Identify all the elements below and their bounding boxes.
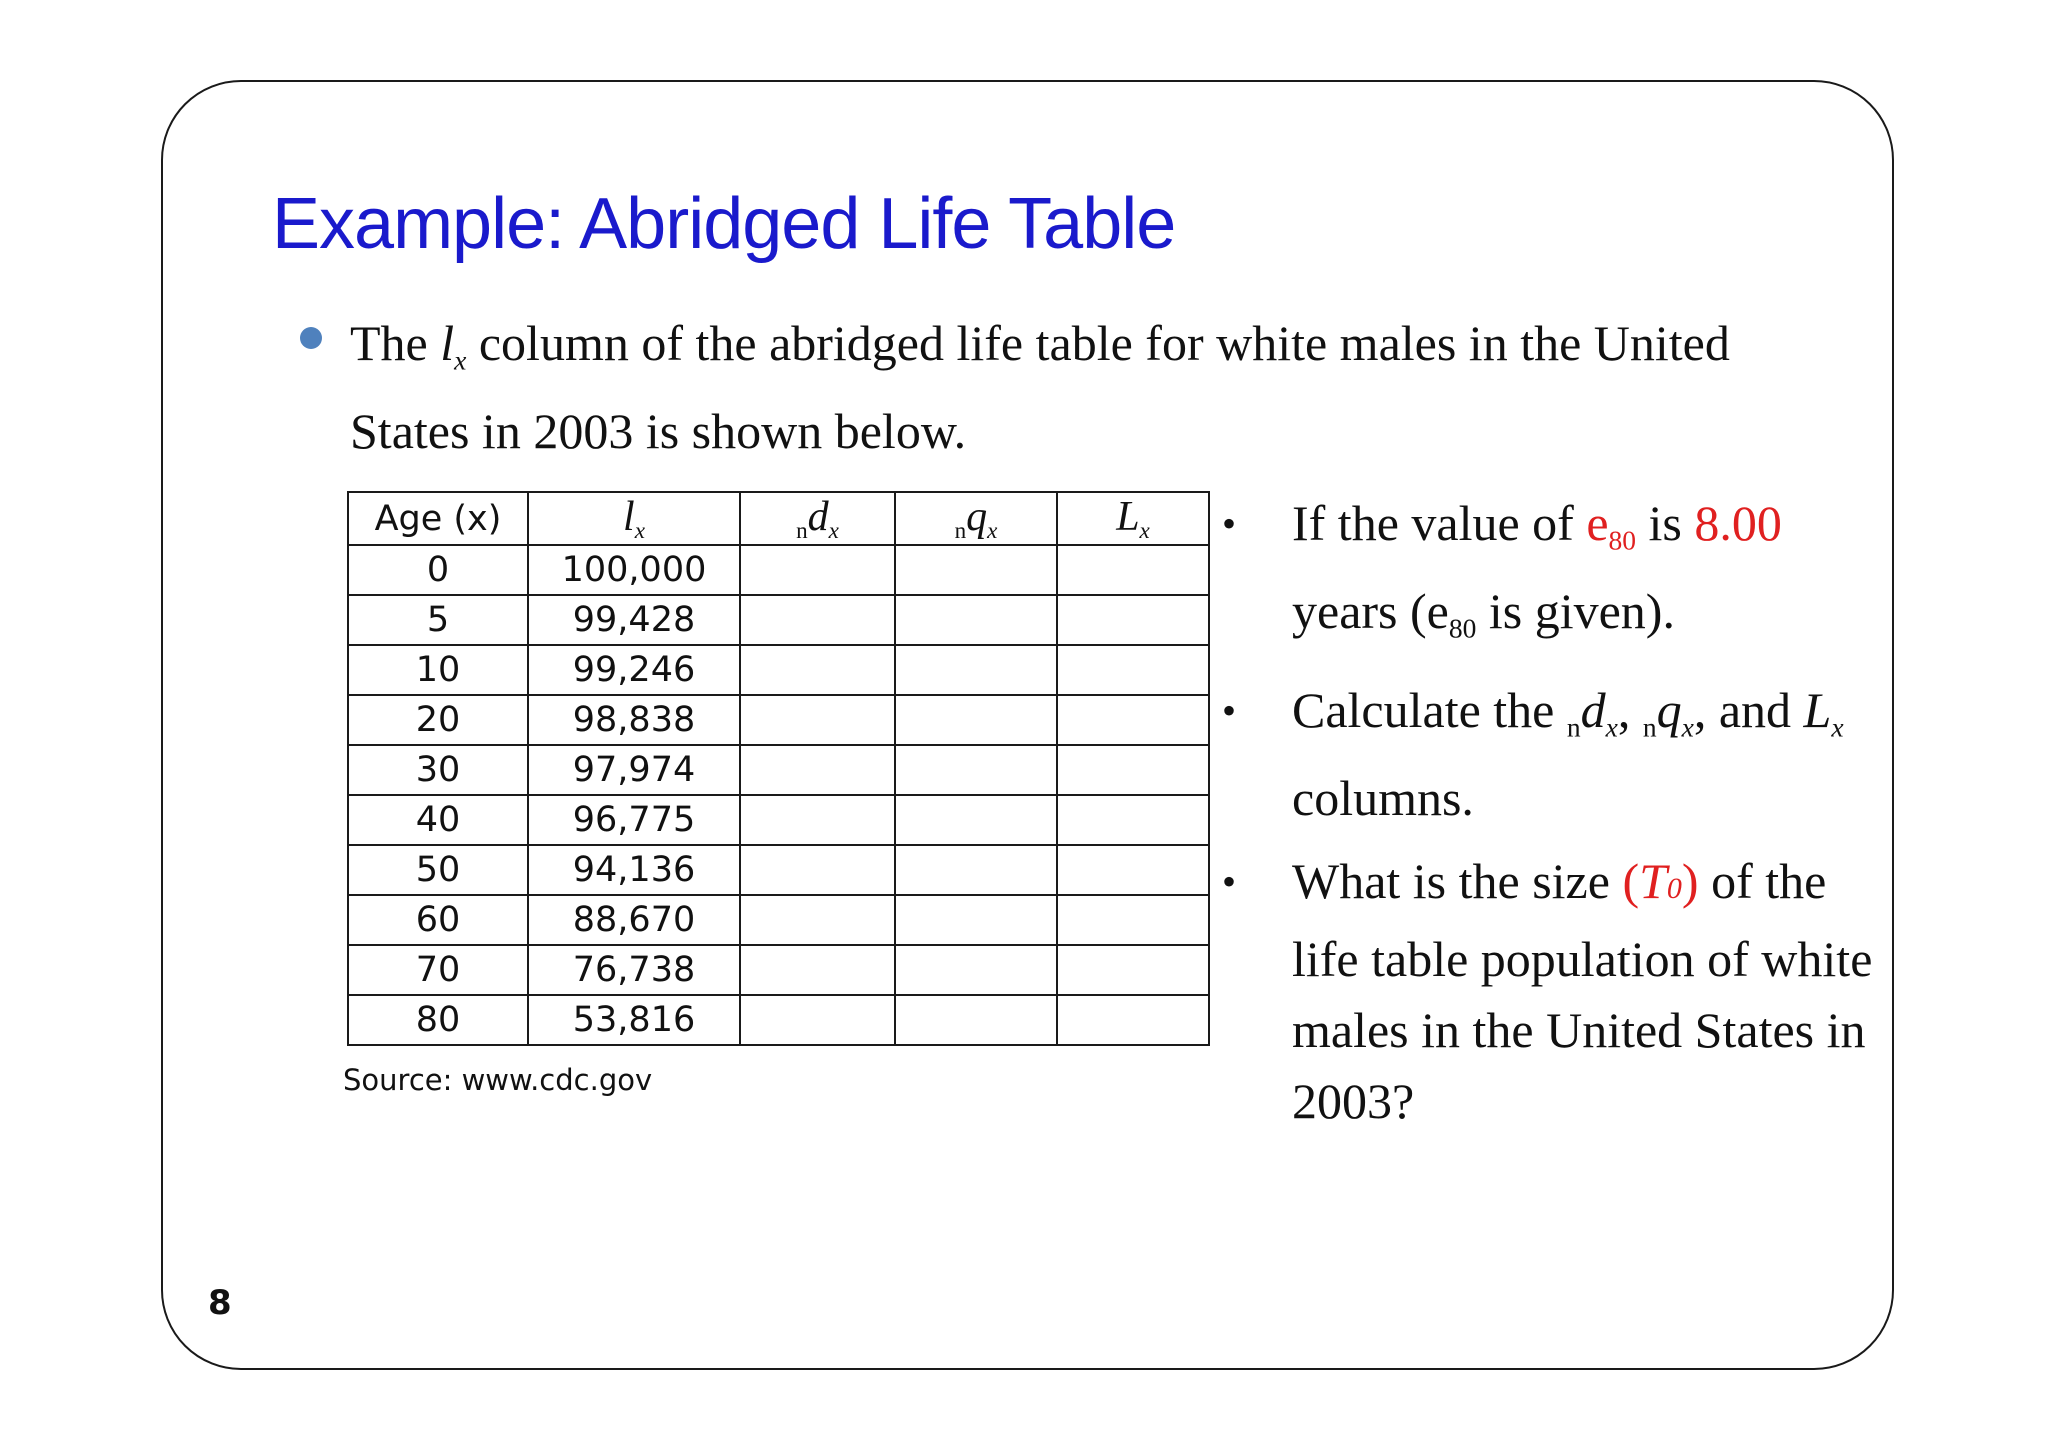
header-Lx: $L_x$ <box>1057 492 1209 545</box>
table-row: 5 99,428 <box>348 595 1209 645</box>
bullet-dot-icon <box>300 327 322 349</box>
table-row: 10 99,246 <box>348 645 1209 695</box>
source-note: Source: www.cdc.gov <box>343 1063 653 1097</box>
question-item: • If the value of $e_{80}$ is 8.00 years ($e_{80}$ is given). <box>1222 488 1882 663</box>
header-nqx: $nq_x$ <box>895 492 1057 545</box>
bullet-icon: • <box>1222 858 1237 904</box>
table-row: 50 94,136 <box>348 845 1209 895</box>
table-row: 70 76,738 <box>348 945 1209 995</box>
table-row: 40 96,775 <box>348 795 1209 845</box>
table-row: 30 97,974 <box>348 745 1209 795</box>
table-row: 80 53,816 <box>348 995 1209 1045</box>
table-row: 60 88,670 <box>348 895 1209 945</box>
bullet-icon: • <box>1222 501 1237 546</box>
question-item: • Calculate the $_nd_x$, $_nq_x$, and $L_x$ columns. <box>1222 675 1882 834</box>
bullet-icon: • <box>1222 688 1237 734</box>
table-row: 20 98,838 <box>348 695 1209 745</box>
table-header-row <box>348 492 1209 545</box>
slide-title: Example: Abridged Life Table <box>272 184 1176 264</box>
header-age: Age (x) <box>348 492 528 545</box>
life-table <box>347 491 1210 1046</box>
question-item: • What is the size (T0) of the life table population of white males in the United States in 2003? <box>1222 846 1882 1137</box>
header-lx: $l_x$ <box>528 492 740 545</box>
page-number: 8 <box>208 1283 232 1323</box>
question-list <box>1222 488 1882 1149</box>
header-ndx: $nd_x$ <box>740 492 895 545</box>
table-row: 0 100,000 <box>348 545 1209 595</box>
intro-paragraph: The $l_x$ column of the abridged life table for white males in the United States in 2003 is shown below. <box>350 315 1730 459</box>
